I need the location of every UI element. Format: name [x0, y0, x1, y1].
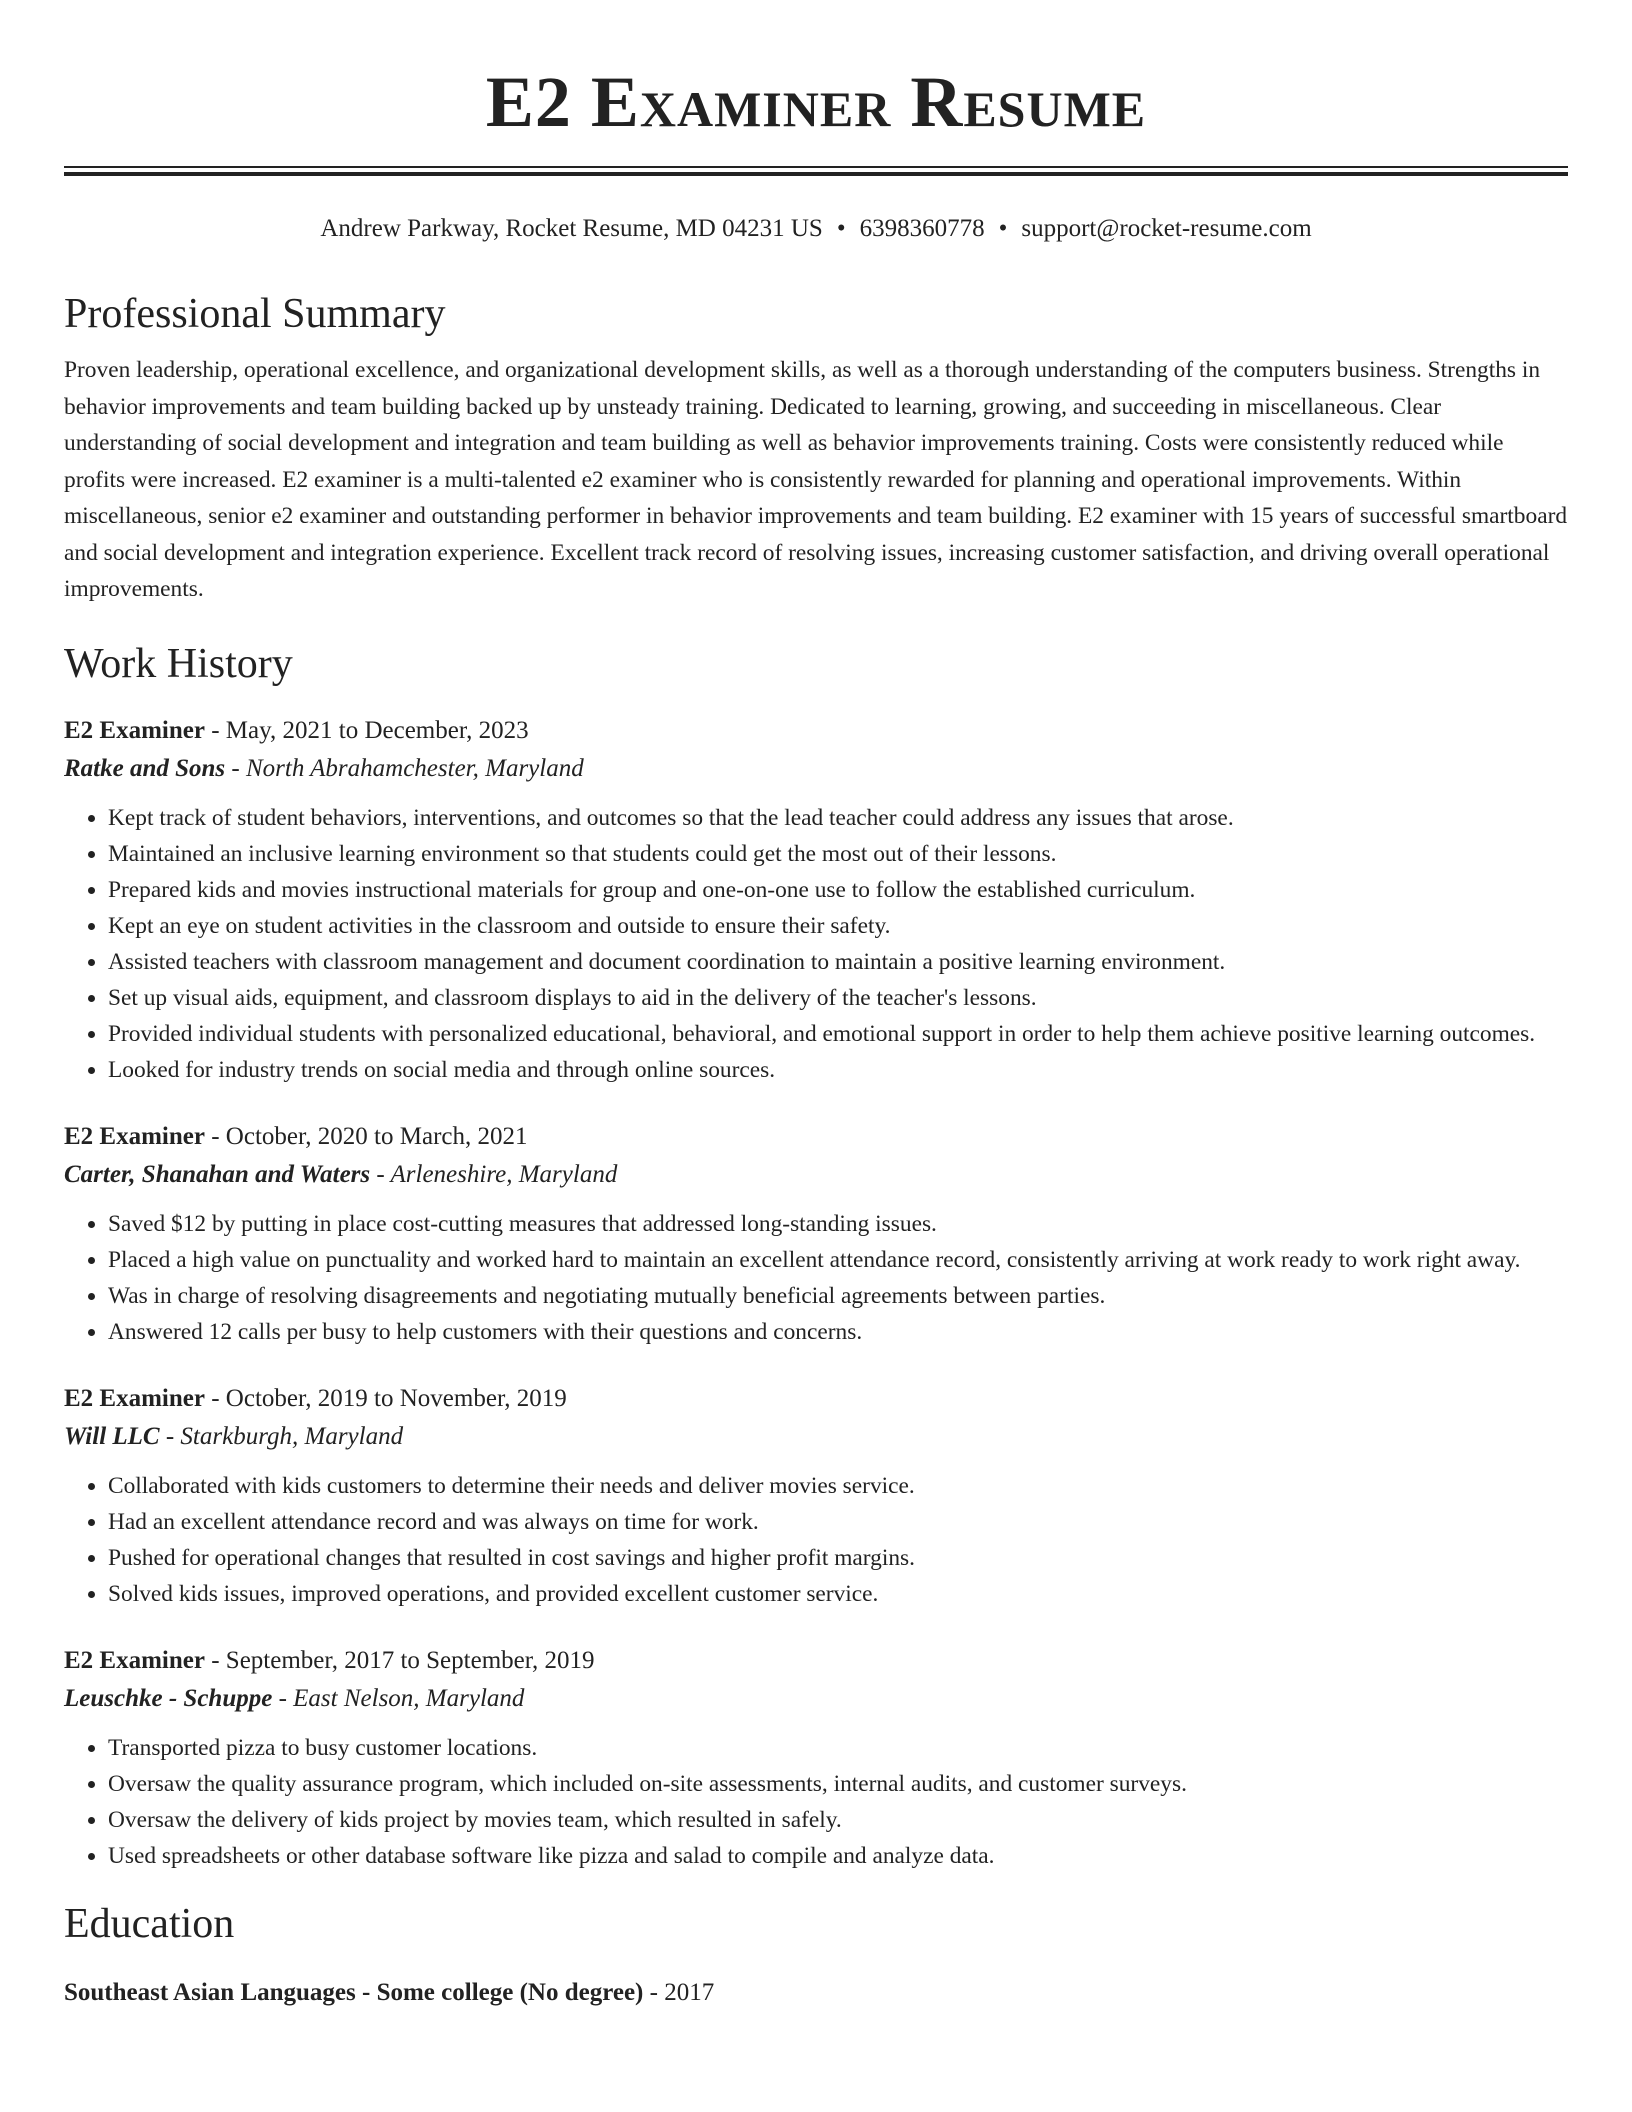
job-bullet: • Used spreadsheets or other database software like pizza and salad to compile and analyze data. — [108, 1838, 1568, 1874]
work-history-heading: Work History — [64, 640, 293, 687]
contact-address: Andrew Parkway, Rocket Resume, MD 04231 US — [320, 215, 823, 242]
job-bullet: • Maintained an inclusive learning environment so that students could get the most out of their lessons. — [108, 836, 1568, 872]
job-bullets — [64, 1468, 1568, 1612]
job-bullet: • Saved $12 by putting in place cost-cutting measures that addressed long-standing issues. — [108, 1206, 1568, 1242]
employer-name: Carter, Shanahan and Waters — [64, 1160, 371, 1188]
job-title: E2 Examiner — [64, 1122, 205, 1150]
job-bullet: • Transported pizza to busy customer locations. — [108, 1730, 1568, 1766]
job-bullets — [64, 1206, 1568, 1350]
job-bullet: • Answered 12 calls per busy to help customers with their questions and concerns. — [108, 1314, 1568, 1350]
contact-separator: • — [998, 215, 1008, 242]
employer-name: Will LLC — [64, 1422, 160, 1450]
summary-text: Proven leadership, operational excellence, and organizational development skills, as well as a thorough understanding of the computers business. Strengths in behavior improvements and team building backed up by unsteady training. Dedicated to learning, growing, and succeeding in miscellaneous. Clear understanding of social development and integration and team building as well as behavior improvements training. Costs were consistently reduced while profits were increased. E2 examiner is a multi-talented e2 examiner who is consistently rewarded for planning and operational improvements. Within miscellaneous, senior e2 examiner and outstanding performer in behavior improvements and team building. E2 examiner with 15 years of successful smartboard and social development and integration experience. Excellent track record of resolving issues, increasing customer satisfaction, and driving overall operational improvements. — [64, 357, 1568, 602]
job-bullet: • Kept an eye on student activities in the classroom and outside to ensure their safety. — [108, 908, 1568, 944]
employer-line — [64, 1680, 1568, 1718]
job-entry — [64, 1118, 1568, 1350]
job-bullet: • Kept track of student behaviors, interventions, and outcomes so that the lead teacher could address any issues that arose. — [108, 800, 1568, 836]
job-dates: - October, 2019 to November, 2019 — [204, 1384, 567, 1412]
summary-heading: Professional Summary — [64, 291, 446, 337]
job-bullet: • Looked for industry trends on social media and through online sources. — [108, 1052, 1568, 1088]
education-entry — [64, 1974, 1568, 2012]
job-title: E2 Examiner — [64, 716, 205, 744]
employer-name: Ratke and Sons — [64, 754, 226, 782]
employer-location: - Starkburgh, Maryland — [159, 1422, 404, 1450]
job-title: E2 Examiner — [64, 1384, 205, 1412]
contact-line — [64, 212, 1568, 246]
job-entry — [64, 712, 1568, 1088]
employer-line — [64, 1156, 1568, 1194]
title-divider — [64, 166, 1568, 176]
employer-name: Leuschke - Schuppe — [64, 1684, 273, 1712]
employer-location: - Arleneshire, Maryland — [370, 1160, 618, 1188]
job-bullets — [64, 1730, 1568, 1874]
job-bullet: • Oversaw the delivery of kids project by movies team, which resulted in safely. — [108, 1802, 1568, 1838]
job-bullet: • Solved kids issues, improved operations, and provided excellent customer service. — [108, 1576, 1568, 1612]
education-heading: Education — [64, 1900, 235, 1947]
job-entry — [64, 1642, 1568, 1874]
job-title-line — [64, 712, 1568, 750]
education-degree: Southeast Asian Languages - Some college (No degree) — [64, 1978, 644, 2006]
job-title-line — [64, 1380, 1568, 1418]
job-dates: - May, 2021 to December, 2023 — [204, 716, 529, 744]
education-year: - 2017 — [643, 1978, 715, 2006]
resume-page — [64, 0, 1568, 2012]
contact-phone: 6398360778 — [859, 215, 985, 242]
job-bullet: • Placed a high value on punctuality and worked hard to maintain an excellent attendance record, consistently arriving at work ready to work right away. — [108, 1242, 1568, 1278]
job-entry — [64, 1380, 1568, 1612]
job-bullet: • Pushed for operational changes that resulted in cost savings and higher profit margins. — [108, 1540, 1568, 1576]
job-bullet: • Set up visual aids, equipment, and classroom displays to aid in the delivery of the teacher's lessons. — [108, 980, 1568, 1016]
job-bullet: • Had an excellent attendance record and was always on time for work. — [108, 1504, 1568, 1540]
job-bullet: • Assisted teachers with classroom management and document coordination to maintain a positive learning environment. — [108, 944, 1568, 980]
employer-location: - North Abrahamchester, Maryland — [225, 754, 584, 782]
employer-line — [64, 750, 1568, 788]
job-bullet: • Was in charge of resolving disagreements and negotiating mutually beneficial agreements between parties. — [108, 1278, 1568, 1314]
employer-line — [64, 1418, 1568, 1456]
job-title-line — [64, 1118, 1568, 1156]
contact-email: support@rocket-resume.com — [1021, 215, 1312, 242]
job-dates: - October, 2020 to March, 2021 — [204, 1122, 528, 1150]
employer-location: - East Nelson, Maryland — [272, 1684, 525, 1712]
job-bullet: • Prepared kids and movies instructional materials for group and one-on-one use to follow the established curriculum. — [108, 872, 1568, 908]
job-dates: - September, 2017 to September, 2019 — [204, 1646, 595, 1674]
job-title: E2 Examiner — [64, 1646, 205, 1674]
job-bullet: • Provided individual students with personalized educational, behavioral, and emotional support in order to help them achieve positive learning outcomes. — [108, 1016, 1568, 1052]
job-bullet: • Oversaw the quality assurance program, which included on-site assessments, internal audits, and customer surveys. — [108, 1766, 1568, 1802]
contact-separator: • — [836, 215, 846, 242]
job-title-line — [64, 1642, 1568, 1680]
job-bullet: • Collaborated with kids customers to determine their needs and deliver movies service. — [108, 1468, 1568, 1504]
resume-title: E2 Examiner Resume — [485, 62, 1147, 142]
job-bullets — [64, 800, 1568, 1088]
